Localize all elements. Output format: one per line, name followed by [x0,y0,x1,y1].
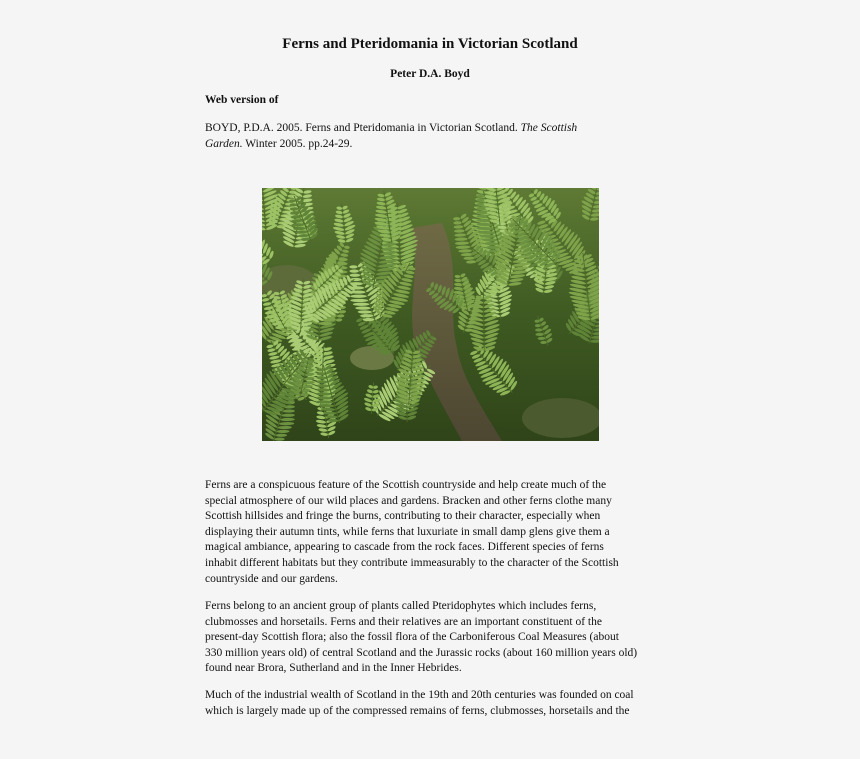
paragraph-line: Scottish hillsides and fringe the burns, contributing to their character, especially when [205,510,601,523]
paragraph-line: special atmosphere of our wild places and gardens. Bracken and other ferns clothe many [205,494,612,507]
paragraph-line: Much of the industrial wealth of Scotland in the 19th and 20th centuries was founded on coal [205,689,634,701]
paragraph-line: found near Brora, Sutherland and in the Inner Hebrides. [205,662,462,675]
paragraph-line: which is largely made up of the compressed remains of ferns, clubmosses, horsetails and the [205,704,630,717]
document-author: Peter D.A. Boyd [390,68,470,80]
paragraph-line: inhabit different habitats but they contribute immeasurably to the character of the Scottish [205,556,619,569]
paragraph-line: Ferns belong to an ancient group of plants called Pteridophytes which includes ferns, [205,600,597,612]
citation-suffix: Winter 2005. pp.24-29. [242,138,353,150]
fern-photo-illustration [262,188,599,441]
paragraph-3 [205,688,665,719]
paragraph-line: Ferns are a conspicuous feature of the Scottish countryside and help create much of the [205,479,607,491]
document-title: Ferns and Pteridomania in Victorian Scotland [282,36,578,52]
paragraph-line: clubmosses and horsetails. Ferns and their relatives are an important constituent of the [205,615,602,628]
paragraph-1 [205,478,665,587]
citation [205,120,625,152]
paragraph-line: countryside and our gardens. [205,572,338,585]
web-version-label: Web version of [205,94,279,106]
paragraph-line: displaying their autumn tints, while ferns that luxuriate in small damp glens give them a [205,525,610,538]
paragraph-line: present-day Scottish flora; also the fossil flora of the Carboniferous Coal Measures (about [205,631,619,644]
paragraph-2 [205,599,665,677]
citation-prefix: BOYD, P.D.A. 2005. Ferns and Pteridomania in Victorian Scotland. [205,122,521,134]
paragraph-line: magical ambiance, appearing to cascade from the rock faces. Different species of ferns [205,541,604,554]
paragraph-line: 330 million years old) of central Scotland and the Jurassic rocks (about 160 million years old) [205,646,638,659]
fern-garden-photo [262,188,599,441]
citation-journal-part2: Garden. [205,138,243,150]
citation-journal-part1: The Scottish [520,122,578,134]
